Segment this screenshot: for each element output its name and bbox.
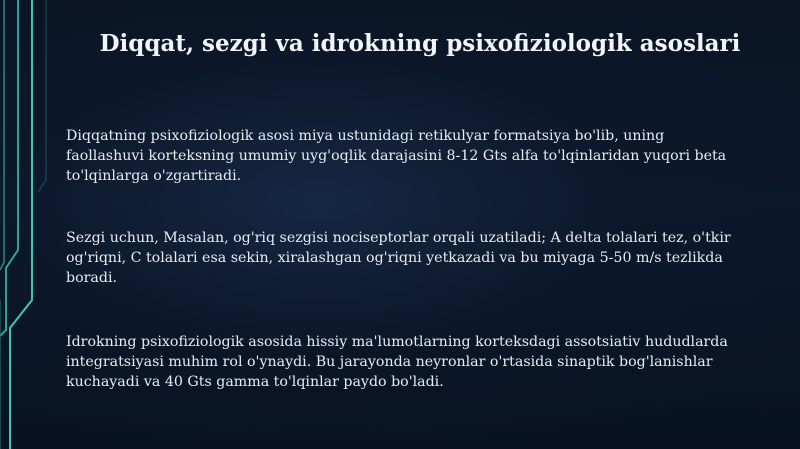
paragraph-line: Idrokning psixofiziologik asosida hissiy ma'lumotlarning korteksdagi assotsiativ hududlarda [66, 334, 728, 350]
decorative-accent-lines [0, 0, 60, 449]
paragraph-perception [66, 332, 766, 392]
paragraph-attention [66, 126, 766, 186]
paragraph-line: faollashuvi korteksning umumiy uyg'oqlik darajasini 8-12 Gts alfa to'lqinlaridan yuqori beta [66, 148, 727, 164]
paragraph-line: boradi. [66, 270, 117, 286]
paragraph-line: integratsiyasi muhim rol o'ynaydi. Bu jarayonda neyronlar o'rtasida sinaptik bog'lanishlar [66, 354, 713, 370]
paragraph-line: og'riqni, C tolalari esa sekin, xiralashgan og'riqni yetkazadi va bu miyaga 5-50 m/s tezlikda [66, 250, 723, 266]
paragraph-line: Sezgi uchun, Masalan, og'riq sezgisi nociseptorlar orqali uzatiladi; A delta tolalari tez, o'tkir [66, 230, 731, 246]
paragraph-line: to'lqinlarga o'zgartiradi. [66, 168, 242, 184]
paragraph-sensation [66, 228, 766, 288]
paragraph-line: Diqqatning psixofiziologik asosi miya ustunidagi retikulyar formatsiya bo'lib, uning [66, 128, 665, 144]
paragraph-line: kuchayadi va 40 Gts gamma to'lqinlar paydo bo'ladi. [66, 374, 444, 390]
slide-title: Diqqat, sezgi va idrokning psixofiziologik asoslari [99, 30, 741, 57]
